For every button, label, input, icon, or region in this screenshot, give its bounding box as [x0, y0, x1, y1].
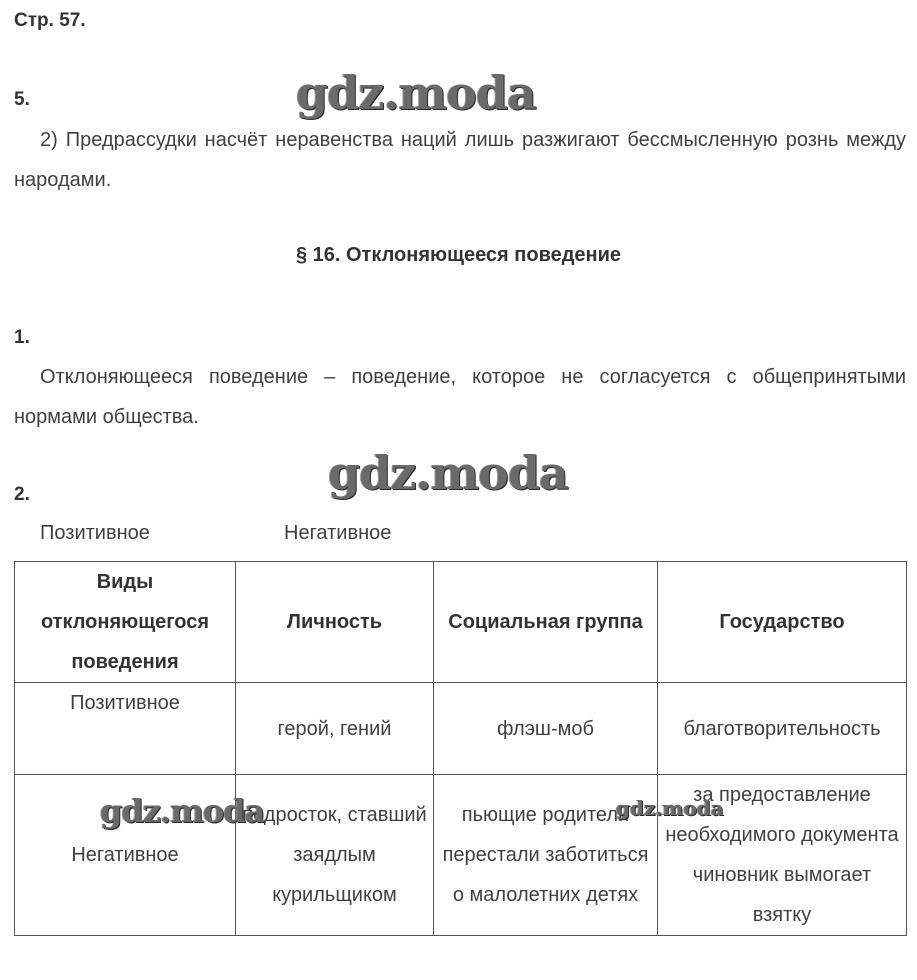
deviant-behavior-table	[14, 561, 907, 936]
watermark-logo: gdz.moda	[100, 792, 265, 830]
question-5-answer: 2) Предрассудки насчёт неравенства наций лишь разжигают бессмысленную рознь между народами.	[14, 129, 906, 191]
question-1-number: 1.	[14, 327, 30, 348]
question-1-answer: Отклоняющееся поведение – поведение, которое не согласуется с общепринятыми нормами общества.	[14, 366, 906, 428]
table-cell: за предоставление необходимого документа чиновник вымогает взятку	[658, 775, 907, 936]
table-cell: герой, гений	[236, 683, 434, 775]
section-title: § 16. Отклоняющееся поведение	[295, 244, 622, 266]
table-cell: подросток, ставший заядлым курильщиком	[236, 775, 434, 936]
label-positive: Позитивное	[40, 522, 150, 544]
page-number: Стр. 57.	[14, 10, 86, 31]
watermark-logo: gdz.moda	[296, 66, 536, 120]
table-row	[15, 683, 907, 775]
table-header-cell: Социальная группа	[434, 562, 658, 683]
table-header-cell: Виды отклоняющегося поведения	[15, 562, 236, 683]
table-header-cell: Государство	[658, 562, 907, 683]
table-cell: Негативное	[15, 775, 236, 936]
question-2-number: 2.	[14, 484, 30, 505]
table-cell: пьющие родители перестали заботиться о малолетних детях	[434, 775, 658, 936]
table-header-cell: Личность	[236, 562, 434, 683]
watermark-logo: gdz.moda	[328, 446, 568, 500]
table-header-row	[15, 562, 907, 683]
table-cell: флэш-моб	[434, 683, 658, 775]
table-cell: благотворительность	[658, 683, 907, 775]
watermark-logo: gdz.moda	[616, 796, 724, 820]
label-negative: Негативное	[284, 522, 392, 544]
question-5-number: 5.	[14, 89, 30, 110]
table-cell: Позитивное	[15, 683, 236, 775]
